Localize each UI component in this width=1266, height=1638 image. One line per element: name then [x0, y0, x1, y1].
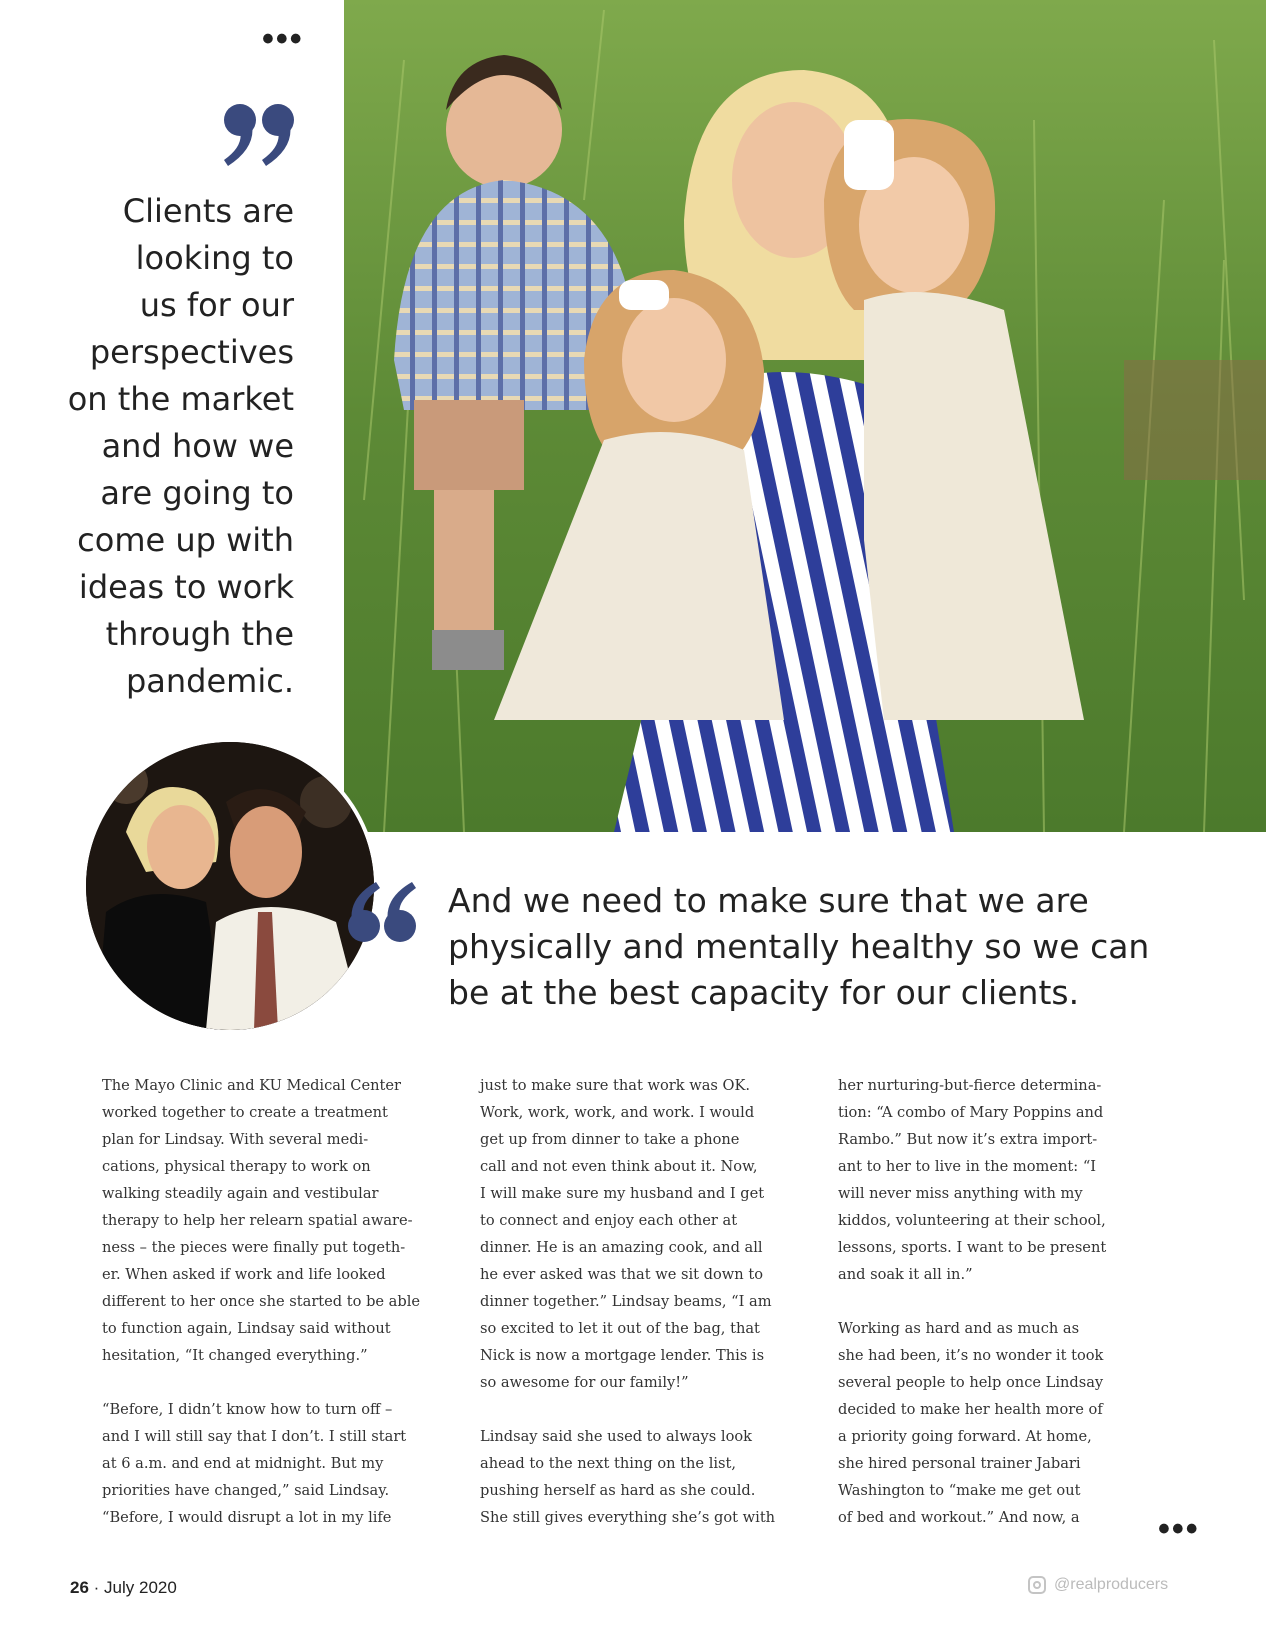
pull-quote-line: through the: [105, 615, 294, 653]
page-footer: [70, 1578, 177, 1598]
open-quote-icon: [342, 878, 418, 948]
pull-quote-clients: [30, 188, 294, 705]
pull-quote-line: Clients are: [122, 192, 294, 230]
pull-quote-healthy: [448, 878, 1248, 1016]
pull-quote-line: and how we: [101, 427, 294, 465]
pull-quote-line: physically and mentally healthy so we can: [448, 927, 1150, 966]
paragraph: “Before, I didn’t know how to turn off – and I will still say that I don’t. I still start at 6 a.m. and end at midnight. But my priorities have changed,” said Lindsay. “Before, I would disrupt a lot in my life: [102, 1401, 407, 1526]
pull-quote-line: come up with: [77, 521, 294, 559]
paragraph: The Mayo Clinic and KU Medical Center worked together to create a treatment plan for Lindsay. With several medi- cations, physical therapy to work on walking steadily again and vestibular therapy to help her relearn spatial aware- ness – the pieces were finally put togeth- er. When asked if work and life looked different to her once she started to be able to function again, Lindsay said without hesitation, “It changed everything.”: [102, 1077, 421, 1364]
body-column-1: [102, 1072, 444, 1558]
pull-quote-line: be at the best capacity for our clients.: [448, 973, 1080, 1012]
ellipsis-dots-top: •••: [262, 20, 304, 58]
social-handle-text: @realproducers: [1054, 1576, 1169, 1593]
pull-quote-line: pandemic.: [125, 662, 294, 700]
instagram-icon: [1028, 1576, 1046, 1594]
couple-photo: [82, 738, 378, 1034]
paragraph: Lindsay said she used to always look ahead to the next thing on the list, pushing herself as hard as she could. She still gives everything she’s got with: [480, 1428, 776, 1526]
pull-quote-line: are going to: [100, 474, 294, 512]
paragraph: her nurturing-but-fierce determina- tion: “A combo of Mary Poppins and Rambo.” But now it’s extra import- ant to her to live in the moment: “I will never miss anything with my kiddos, volunteering at their school, lessons, sports. I want to be present and soak it all in.”: [838, 1077, 1107, 1283]
paragraph: just to make sure that work was OK. Work, work, work, and work. I would get up from dinner to take a phone call and not even think about it. Now, I will make sure my husband and I get to connect and enjoy each other at dinner. He is an amazing cook, and all he ever asked was that we sit down to dinner together.” Lindsay beams, “I am so excited to let it out of the bag, that Nick is now a mortgage lender. This is so awesome for our family!”: [480, 1077, 772, 1391]
body-column-3: [838, 1072, 1180, 1558]
page-number: 26: [70, 1578, 89, 1597]
pull-quote-line: perspectives: [89, 333, 294, 371]
pull-quote-line: us for our: [139, 286, 294, 324]
close-quote-icon: [222, 100, 300, 172]
body-column-2: [480, 1072, 822, 1558]
family-photo: [344, 0, 1266, 832]
pull-quote-line: looking to: [135, 239, 294, 277]
paragraph: Working as hard and as much as she had been, it’s no wonder it took several people to help once Lindsay decided to make her health more of a priority going forward. At home, she hired personal trainer Jabari Washington to “make me get out of bed and workout.” And now, a: [838, 1320, 1104, 1526]
issue-date: July 2020: [104, 1578, 177, 1597]
ellipsis-dots-bottom: •••: [1158, 1510, 1200, 1548]
pull-quote-line: And we need to make sure that we are: [448, 881, 1089, 920]
pull-quote-line: on the market: [67, 380, 294, 418]
pull-quote-line: ideas to work: [78, 568, 294, 606]
social-handle: [1028, 1576, 1168, 1594]
footer-separator: ·: [88, 1578, 105, 1597]
